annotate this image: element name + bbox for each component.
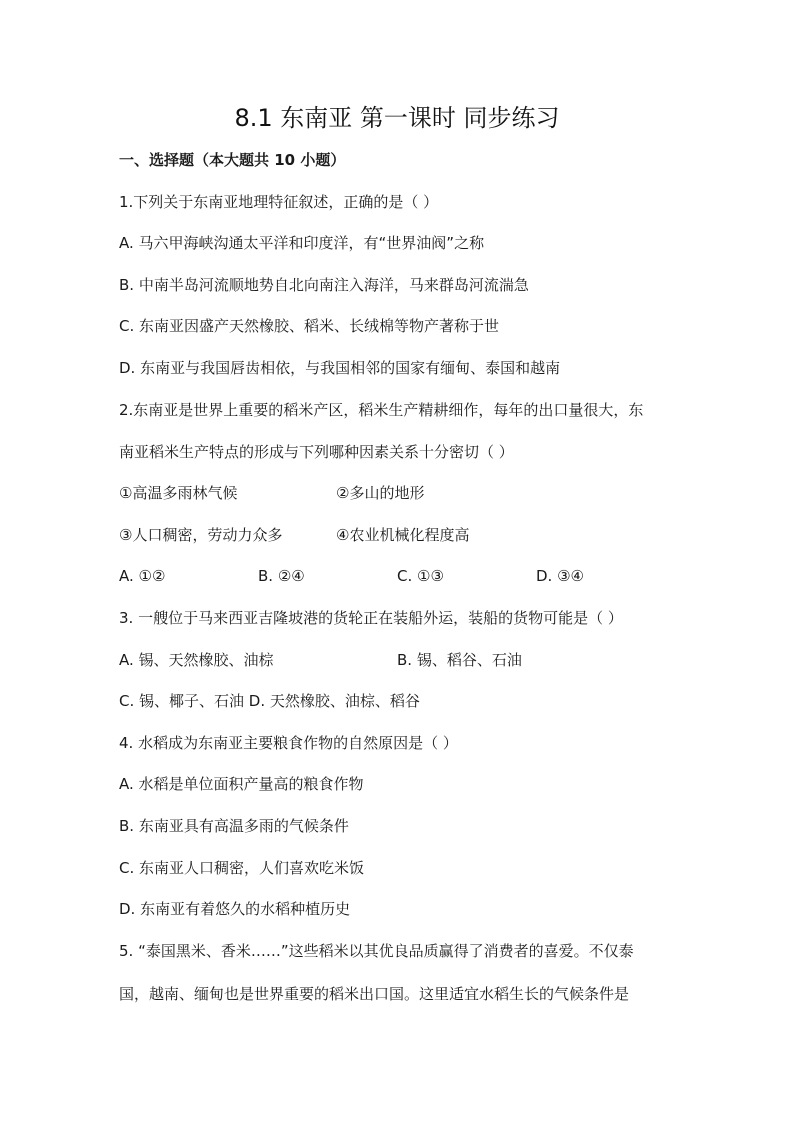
question-1-stem: 1.下列关于东南亚地理特征叙述，正确的是（ ） xyxy=(119,193,439,211)
question-1-option-a: A. 马六甲海峡沟通太平洋和印度洋，有“世界油阀”之称 xyxy=(119,234,485,252)
question-3-option-b: B. 锡、稻谷、石油 xyxy=(397,651,522,669)
question-1-option-c: C. 东南亚因盛产天然橡胶、稻米、长绒棉等物产著称于世 xyxy=(119,317,500,335)
question-2-option-b: B. ②④ xyxy=(258,567,305,585)
question-4-stem: 4. 水稻成为东南亚主要粮食作物的自然原因是（ ） xyxy=(119,734,458,752)
question-2-option-d: D. ③④ xyxy=(536,567,584,585)
question-4-option-b: B. 东南亚具有高温多雨的气候条件 xyxy=(119,817,349,835)
question-2-statement-2: ②多山的地形 xyxy=(336,484,425,502)
question-1-option-b: B. 中南半岛河流顺地势自北向南注入海洋，马来群岛河流湍急 xyxy=(119,276,529,294)
question-2-option-c: C. ①③ xyxy=(397,567,444,585)
question-3-option-a: A. 锡、天然橡胶、油棕 xyxy=(119,651,274,669)
question-5-stem-line-1: 5. “泰国黑米、香米……”这些稻米以其优良品质赢得了消费者的喜爱。不仅泰 xyxy=(119,942,634,960)
question-3-options-c-d: C. 锡、椰子、石油 D. 天然橡胶、油棕、稻谷 xyxy=(119,692,420,710)
question-2-statement-4: ④农业机械化程度高 xyxy=(336,526,470,544)
question-3-stem: 3. 一艘位于马来西亚吉隆坡港的货轮正在装船外运，装船的货物可能是（ ） xyxy=(119,609,623,627)
question-2-statement-1: ①高温多雨林气候 xyxy=(119,484,238,502)
question-4-option-a: A. 水稻是单位面积产量高的粮食作物 xyxy=(119,775,364,793)
question-4-option-c: C. 东南亚人口稠密，人们喜欢吃米饭 xyxy=(119,859,365,877)
question-4-option-d: D. 东南亚有着悠久的水稻种植历史 xyxy=(119,900,351,918)
page-title: 8.1 东南亚 第一课时 同步练习 xyxy=(234,104,560,132)
question-5-stem-line-2: 国，越南、缅甸也是世界重要的稻米出口国。这里适宜水稻生长的气候条件是 xyxy=(119,985,630,1003)
question-2-stem-line-1: 2.东南亚是世界上重要的稻米产区，稻米生产精耕细作，每年的出口量很大，东 xyxy=(119,401,644,419)
section-heading: 一、选择题（本大题共 10 小题） xyxy=(119,151,346,169)
question-1-option-d: D. 东南亚与我国唇齿相依，与我国相邻的国家有缅甸、泰国和越南 xyxy=(119,359,561,377)
question-2-statement-3: ③人口稠密，劳动力众多 xyxy=(119,526,283,544)
question-2-stem-line-2: 南亚稻米生产特点的形成与下列哪种因素关系十分密切（ ） xyxy=(119,443,514,461)
question-2-option-a: A. ①② xyxy=(119,567,166,585)
